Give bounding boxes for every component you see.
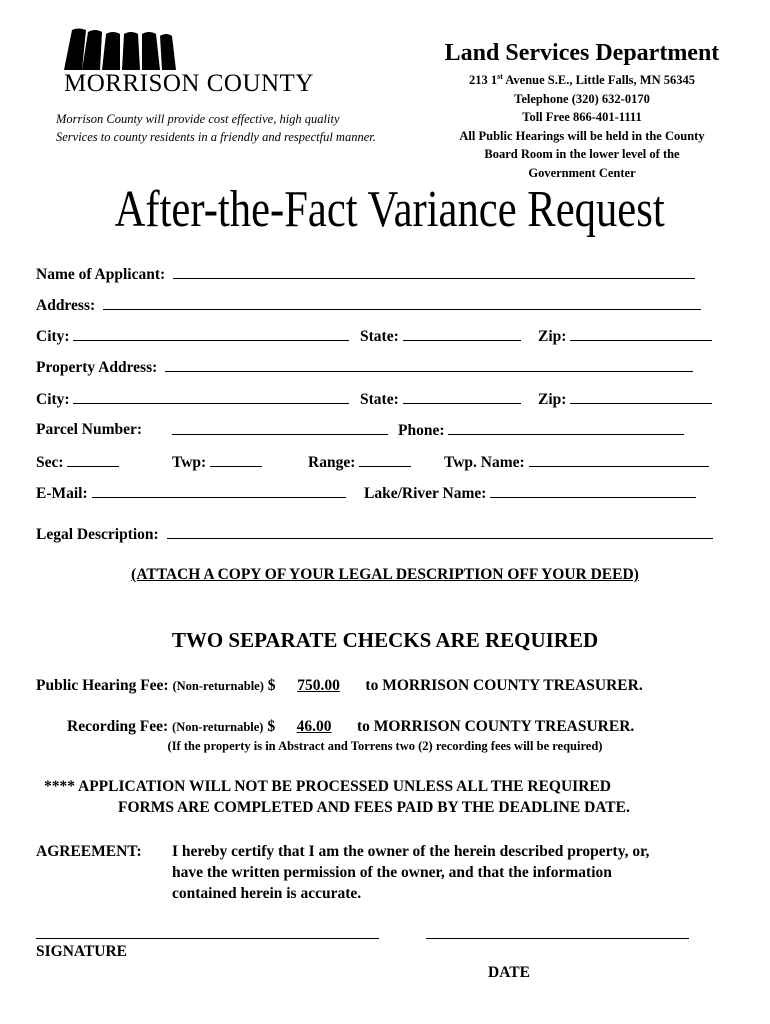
parcel-number-label: Parcel Number: [36,421,143,438]
address-field[interactable] [103,295,701,310]
property-state-label: State: [360,391,399,408]
property-zip-label: Zip: [538,391,567,408]
sec-field[interactable] [67,452,119,467]
department-toll-free: Toll Free 866-401-1111 [522,110,642,125]
department-info [432,38,732,182]
property-address-field[interactable] [165,357,693,372]
abstract-torrens-note: (If the property is in Abstract and Torrens two (2) recording fees will be required) [167,739,603,753]
sec-label: Sec: [36,454,64,471]
address-row [36,295,701,316]
warning-line: FORMS ARE COMPLETED AND FEES PAID BY THE DEADLINE DATE. [118,799,630,816]
email-label: E-Mail: [36,485,88,502]
recording-fee-label: Recording Fee: [67,718,169,735]
agreement-line: contained herein is accurate. [172,885,362,902]
recording-fee-amount: 46.00 [296,718,332,735]
twp-field[interactable] [210,452,262,467]
public-hearing-fee-label: Public Hearing Fee: [36,677,169,694]
range-field[interactable] [359,452,411,467]
city-field[interactable] [73,326,349,341]
property-address-label: Property Address: [36,359,158,376]
agreement-line: I hereby certify that I am the owner of the herein described property, or, [172,843,650,860]
property-address-row [36,357,693,378]
zip-field[interactable] [570,326,712,341]
checks-required-heading: TWO SEPARATE CHECKS ARE REQUIRED [171,628,599,652]
mission-line: Services to county residents in a friendly and respectful manner. [56,130,376,144]
city-label: City: [36,328,70,345]
payee-text: to MORRISON COUNTY TREASURER. [356,718,635,735]
property-state-field[interactable] [403,389,521,404]
county-logo-text: MORRISON COUNTY [64,70,314,97]
currency-symbol: $ [267,718,276,735]
attach-deed-note: (ATTACH A COPY OF YOUR LEGAL DESCRIPTION OFF YOUR DEED) [131,566,639,583]
lake-river-field[interactable] [490,483,696,498]
recording-fee-row [67,718,634,736]
zip-label: Zip: [538,328,567,345]
lake-river-label: Lake/River Name: [364,485,487,502]
public-hearing-fee-row [36,677,643,695]
applicant-name-field[interactable] [173,264,695,279]
email-field[interactable] [92,483,346,498]
processing-warning [44,776,744,818]
property-zip-field[interactable] [570,389,712,404]
agreement-label: AGREEMENT: [36,843,142,860]
twp-label: Twp: [172,454,207,471]
department-address: 213 1st Avenue S.E., Little Falls, MN 56345 [468,72,696,88]
non-returnable-note: (Non-returnable) [172,720,264,734]
mission-line: Morrison County will provide cost effective, high quality [56,112,340,126]
hearing-note-line: Government Center [528,165,636,180]
department-telephone: Telephone (320) 632-0170 [514,91,650,106]
date-field[interactable] [426,938,689,939]
warning-line: **** APPLICATION WILL NOT BE PROCESSED UNLESS ALL THE REQUIRED [44,778,611,795]
agreement-line: have the written permission of the owner, and that the information [172,864,612,881]
phone-field[interactable] [448,420,684,435]
state-label: State: [360,328,399,345]
twp-name-field[interactable] [529,452,709,467]
date-label: DATE [488,964,530,981]
currency-symbol: $ [267,677,276,694]
phone-label: Phone: [398,422,445,439]
mission-statement [56,110,436,146]
applicant-name-row [36,264,695,285]
legal-description-label: Legal Description: [36,526,159,543]
page-title: After-the-Fact Variance Request [114,181,665,238]
department-title: Land Services Department [444,40,720,66]
parcel-number-field[interactable] [172,420,388,435]
non-returnable-note: (Non-returnable) [172,679,264,693]
county-logo-mark [62,26,177,72]
payee-text: to MORRISON COUNTY TREASURER. [365,677,643,694]
legal-description-field[interactable] [167,524,713,539]
range-label: Range: [308,454,356,471]
public-hearing-fee-amount: 750.00 [297,677,340,694]
twp-name-label: Twp. Name: [444,454,525,471]
applicant-name-label: Name of Applicant: [36,266,166,283]
legal-description-row [36,524,713,545]
address-label: Address: [36,297,96,314]
state-field[interactable] [403,326,521,341]
hearing-note-line: Board Room in the lower level of the [484,147,680,162]
property-city-label: City: [36,391,70,408]
hearing-note-line: All Public Hearings will be held in the County [459,128,705,143]
property-city-field[interactable] [73,389,349,404]
signature-label: SIGNATURE [36,943,128,960]
signature-field[interactable] [36,938,379,939]
